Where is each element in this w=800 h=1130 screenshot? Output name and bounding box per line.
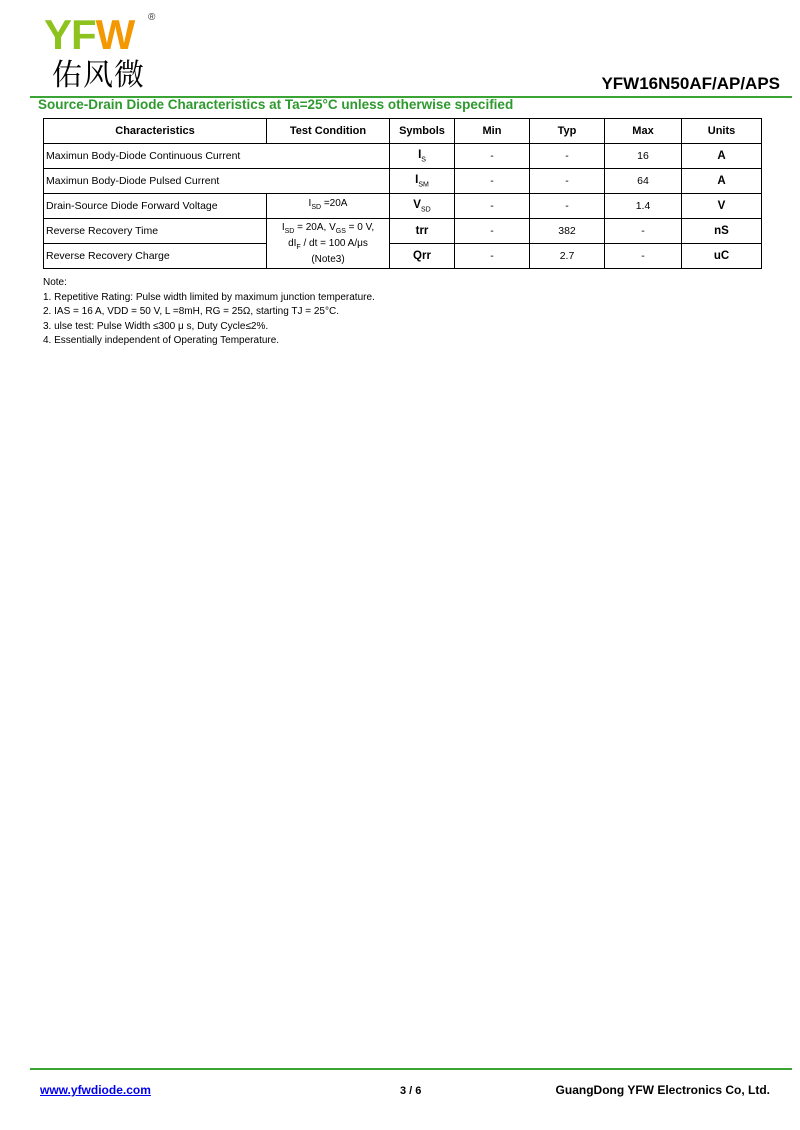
unit-cell: nS <box>682 219 762 244</box>
company-logo <box>44 11 164 94</box>
header-test-condition: Test Condition <box>267 119 390 144</box>
company-name: GuangDong YFW Electronics Co, Ltd. <box>555 1083 770 1097</box>
header-symbols: Symbols <box>390 119 455 144</box>
unit-cell: A <box>682 169 762 194</box>
table-row <box>44 244 762 269</box>
typ-cell: - <box>530 169 605 194</box>
unit-cell: V <box>682 194 762 219</box>
max-cell: 16 <box>605 144 682 169</box>
unit-cell: A <box>682 144 762 169</box>
unit-cell: uC <box>682 244 762 269</box>
max-cell: 1.4 <box>605 194 682 219</box>
table-row <box>44 219 762 244</box>
note-item: 1. Repetitive Rating: Pulse width limited by maximum junction temperature. <box>43 291 375 303</box>
note-item: 3. ulse test: Pulse Width ≤300 μ s, Duty Cycle≤2%. <box>43 320 269 332</box>
note-item: 4. Essentially independent of Operating Temperature. <box>43 335 280 346</box>
header-typ: Typ <box>530 119 605 144</box>
part-number: YFW16N50AF/AP/APS <box>601 74 780 93</box>
characteristic-cell: Maximun Body-Diode Continuous Current <box>44 144 390 169</box>
max-cell: 64 <box>605 169 682 194</box>
footer-divider <box>30 1068 792 1070</box>
header-min: Min <box>455 119 530 144</box>
registered-mark: ® <box>148 12 156 23</box>
section-title: Source-Drain Diode Characteristics at Ta=25°C unless otherwise specified <box>38 97 514 112</box>
note-item: 2. IAS = 16 A, VDD = 50 V, L =8mH, RG = 25Ω, starting TJ = 25°C. <box>43 306 339 317</box>
min-cell: - <box>455 244 530 269</box>
characteristic-cell: Reverse Recovery Time <box>44 219 267 244</box>
table-row <box>44 144 762 169</box>
logo-wordmark: YFW <box>44 11 135 58</box>
typ-cell: 2.7 <box>530 244 605 269</box>
min-cell: - <box>455 169 530 194</box>
website-link[interactable]: www.yfwdiode.com <box>40 1083 151 1097</box>
characteristic-cell: Reverse Recovery Charge <box>44 244 267 269</box>
symbol-cell: $I_S$ <box>390 144 455 169</box>
notes-block <box>43 276 375 349</box>
header-characteristics: Characteristics <box>44 119 267 144</box>
test-condition-cell: $I_{SD} =20A$ <box>267 194 390 219</box>
min-cell: - <box>455 194 530 219</box>
min-cell: - <box>455 219 530 244</box>
min-cell: - <box>455 144 530 169</box>
typ-cell: - <box>530 194 605 219</box>
max-cell: - <box>605 219 682 244</box>
notes-heading: Note: <box>43 277 67 288</box>
symbol-cell: Qrr <box>390 244 455 269</box>
test-condition-cell: $I_{SD} = 20A$, $V_{GS} = 0$ V, $dI_F$ / dt = 100 A/μs (Note3) <box>267 219 390 269</box>
typ-cell: 382 <box>530 219 605 244</box>
max-cell: - <box>605 244 682 269</box>
characteristics-table <box>43 118 762 269</box>
symbol-cell: $V_{SD}$ <box>390 194 455 219</box>
table-header-row <box>44 119 762 144</box>
table-row <box>44 169 762 194</box>
header-max: Max <box>605 119 682 144</box>
symbol-cell: trr <box>390 219 455 244</box>
characteristic-cell: Drain-Source Diode Forward Voltage <box>44 194 267 219</box>
symbol-cell: $I_{SM}$ <box>390 169 455 194</box>
logo-chinese-name: 佑风微 <box>52 58 145 93</box>
characteristic-cell: Maximun Body-Diode Pulsed Current <box>44 169 390 194</box>
table-row <box>44 194 762 219</box>
typ-cell: - <box>530 144 605 169</box>
header-units: Units <box>682 119 762 144</box>
page-number: 3 / 6 <box>400 1085 422 1097</box>
